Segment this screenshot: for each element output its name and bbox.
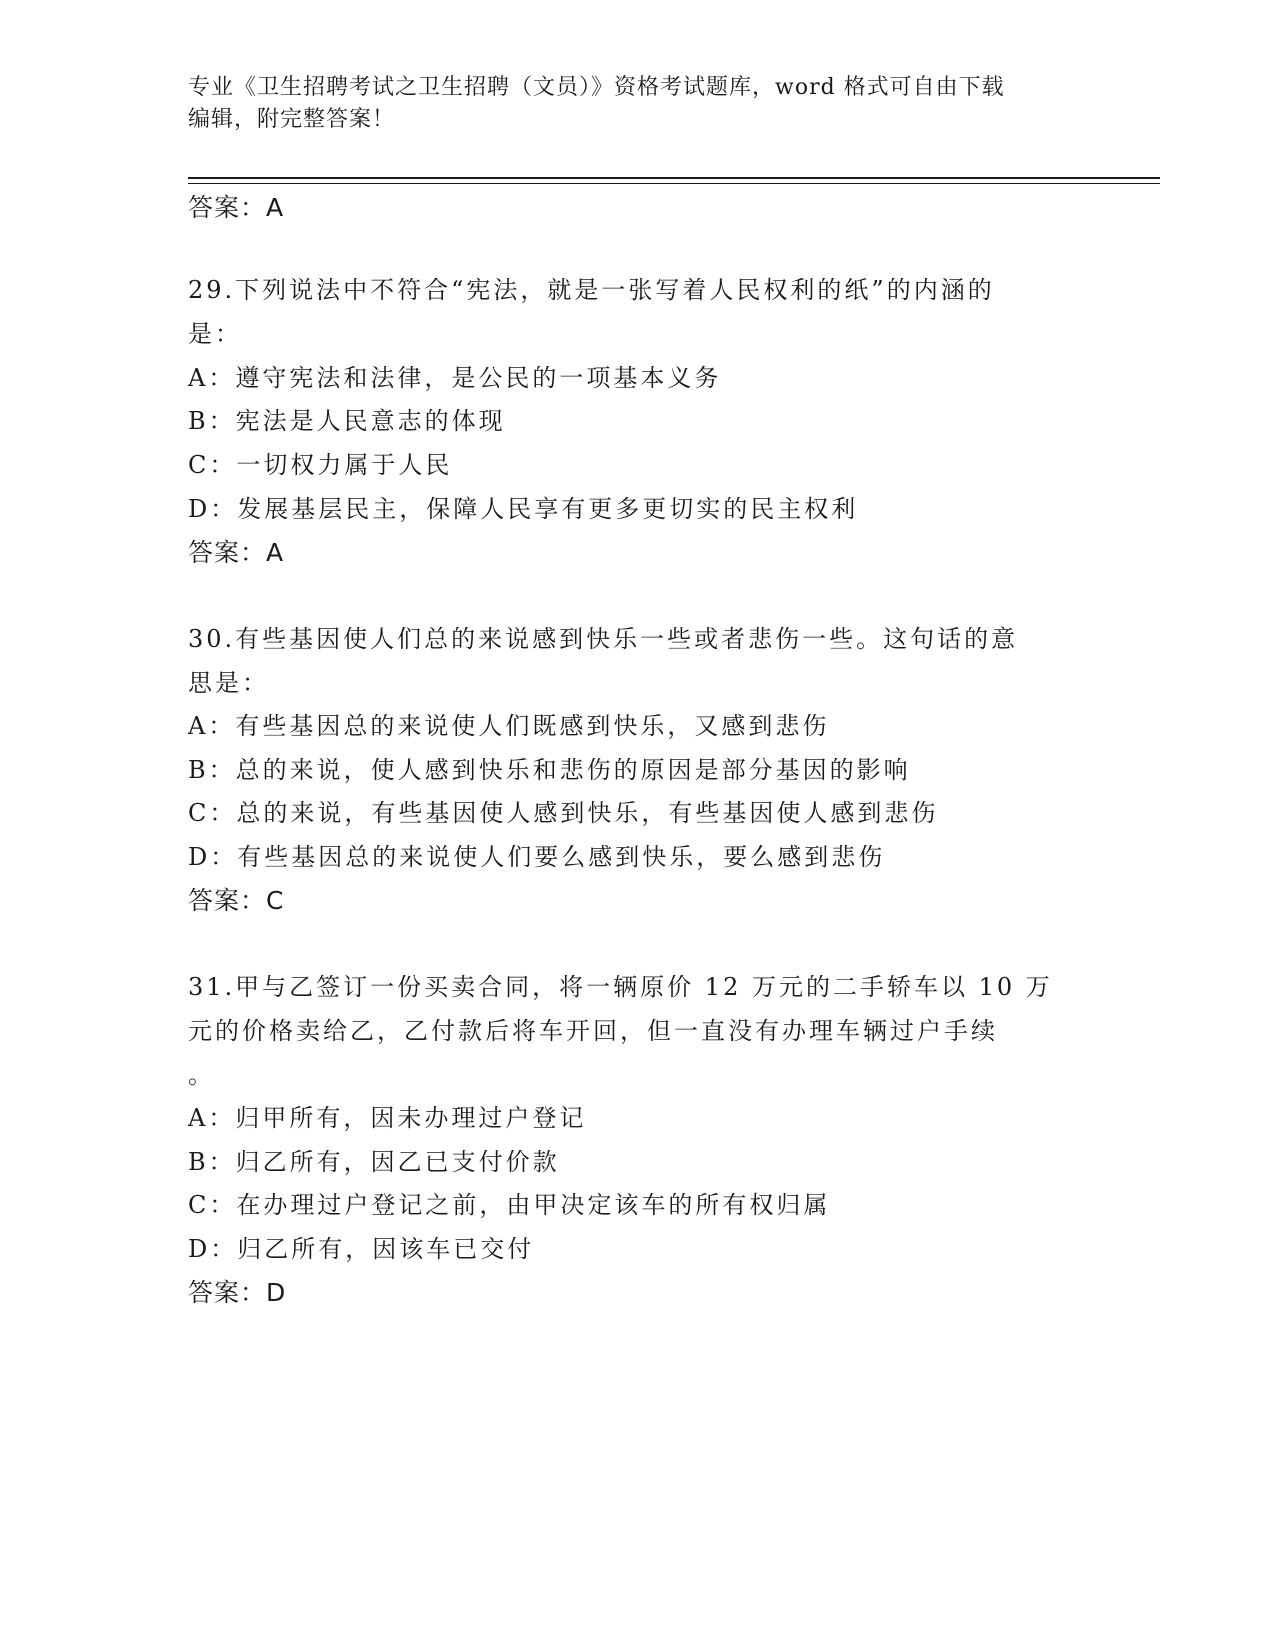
option-b: B：总的来说，使人感到快乐和悲伤的原因是部分基因的影响	[188, 756, 911, 784]
header-rule-thick	[188, 177, 1160, 179]
question-stem-line: 是：	[188, 320, 242, 348]
option-b: B：归乙所有，因乙已支付价款	[188, 1148, 560, 1176]
answer: 答案：A	[188, 538, 285, 567]
header-rule-thin	[188, 183, 1160, 184]
question-stem-line: 。	[188, 1061, 215, 1089]
answer: 答案：C	[188, 886, 285, 915]
document-header	[188, 72, 1088, 136]
question-stem-line: 31.甲与乙签订一份买卖合同，将一辆原价 12 万元的二手轿车以 10 万	[188, 973, 1053, 1001]
option-a: A：归甲所有，因未办理过户登记	[188, 1104, 587, 1132]
option-c: C：一切权力属于人民	[188, 451, 453, 479]
option-c: C：总的来说，有些基因使人感到快乐，有些基因使人感到悲伤	[188, 799, 939, 827]
header-line-2: 编辑，附完整答案！	[188, 107, 396, 132]
option-b: B：宪法是人民意志的体现	[188, 407, 506, 435]
question-stem-line: 29.下列说法中不符合“宪法，就是一张写着人民权利的纸”的内涵的	[188, 276, 995, 304]
question-stem-line: 元的价格卖给乙，乙付款后将车开回，但一直没有办理车辆过户手续	[188, 1017, 998, 1045]
option-d: D：有些基因总的来说使人们要么感到快乐，要么感到悲伤	[188, 843, 886, 871]
header-line-1: 专业《卫生招聘考试之卫生招聘（文员）》资格考试题库，word 格式可自由下载	[188, 75, 1005, 100]
option-c: C：在办理过户登记之前，由甲决定该车的所有权归属	[188, 1191, 831, 1219]
option-d: D：发展基层民主，保障人民享有更多更切实的民主权利	[188, 495, 859, 523]
previous-answer: 答案：A	[188, 193, 285, 222]
option-a: A：遵守宪法和法律，是公民的一项基本义务	[188, 364, 722, 392]
question-stem-line: 思是：	[188, 669, 269, 697]
option-a: A：有些基因总的来说使人们既感到快乐，又感到悲伤	[188, 712, 830, 740]
option-d: D：归乙所有，因该车已交付	[188, 1235, 535, 1263]
answer: 答案：D	[188, 1278, 287, 1307]
question-stem-line: 30.有些基因使人们总的来说感到快乐一些或者悲伤一些。这句话的意	[188, 625, 1019, 653]
